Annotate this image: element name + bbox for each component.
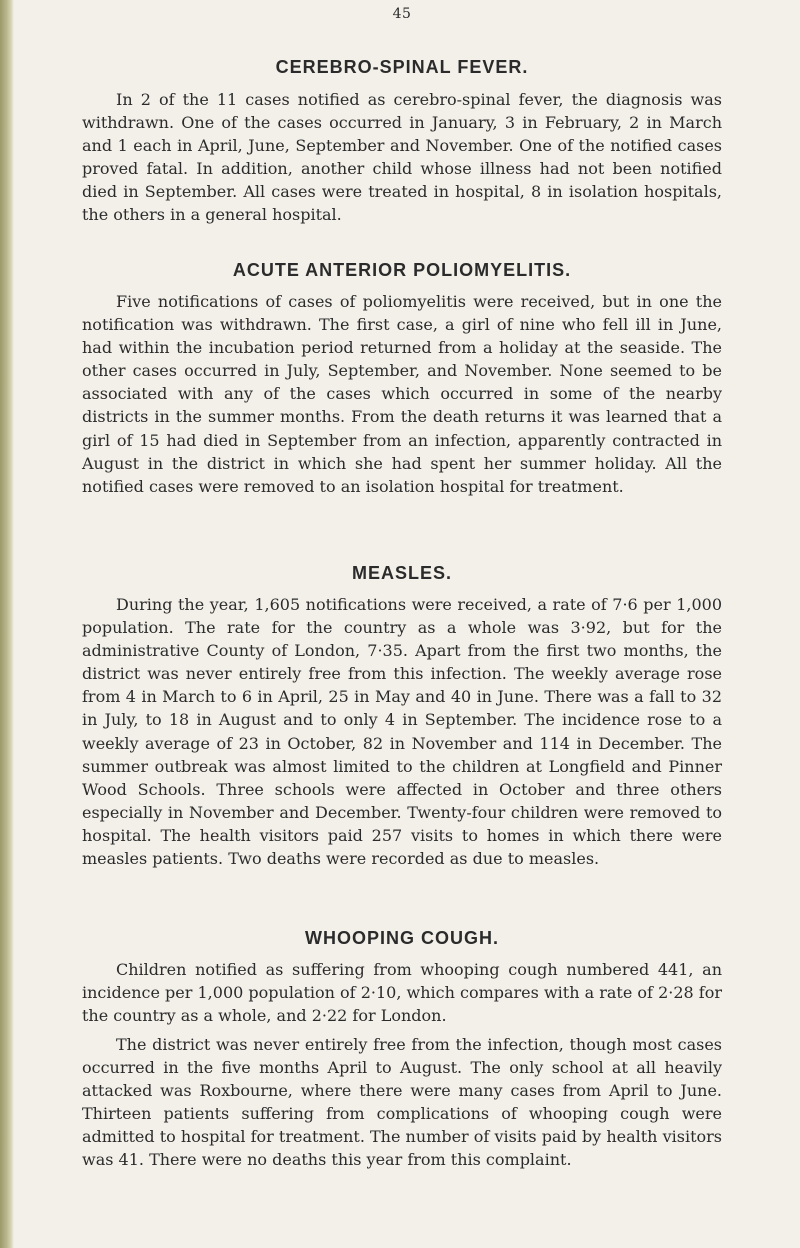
section-heading-cerebro-spinal-fever: CEREBRO-SPINAL FEVER. xyxy=(275,57,529,77)
section-heading-whooping-cough: WHOOPING COUGH. xyxy=(305,928,499,948)
paragraph-poliomyelitis: Five notifications of cases of poliomyelitis were received, but in one the notification was withdrawn. The first case, a girl of nine who fell ill in June, had within the incubation period returned from a holiday at the seaside. The other cases occurred in July, September, and November. None seemed to be associated with any of the cases which occurred in some of the nearby districts in the summer months. From the death returns it was learned that a girl of 15 had died in September from an infection, apparently contracted in August in the district in which she had spent her summer holiday. All the notified cases were removed to an isolation hospital for treatment. xyxy=(82,292,722,496)
page-number: 45 xyxy=(392,6,412,22)
page-binding-edge xyxy=(0,0,14,1248)
paragraph-whooping-cough-1: Children notified as suffering from whooping cough numbered 441, an incidence per 1,000 population of 2·10, which compares with a rate of 2·28 for the country as a whole, and 2·22 for London. xyxy=(82,960,722,1026)
paragraph-whooping-cough-2: The district was never entirely free from the infection, though most cases occurred in the five months April to August. The only school at all heavily attacked was Roxbourne, where there were many cases from April to June. Thirteen patients suffering from complications of whooping cough were admitted to hospital for treatment. The number of visits paid by health visitors was 41. There were no deaths this year from this complaint. xyxy=(82,1035,722,1170)
section-heading-measles: MEASLES. xyxy=(351,563,452,583)
paragraph-cerebro-spinal-fever: In 2 of the 11 cases notified as cerebro-spinal fever, the diagnosis was withdrawn. One of the cases occurred in January, 3 in February, 2 in March and 1 each in April, June, September and November. One of the notified cases proved fatal. In addition, another child whose illness had not been notified died in September. All cases were treated in hospital, 8 in isolation hospitals, the others in a general hospital. xyxy=(82,90,722,225)
paragraph-measles: During the year, 1,605 notifications were received, a rate of 7·6 per 1,000 population. The rate for the country as a whole was 3·92, but for the administrative County of London, 7·35. Apart from the first two months, the district was never entirely free from this infection. The weekly average rose from 4 in March to 6 in April, 25 in May and 40 in June. There was a fall to 32 in July, to 18 in August and to only 4 in September. The incidence rose to a weekly average of 23 in October, 82 in November and 114 in December. The summer outbreak was almost limited to the children at Longfield and Pinner Wood Schools. Three schools were affected in October and three others especially in November and December. Twenty-four children were removed to hospital. The health visitors paid 257 visits to homes in which there were measles patients. Two deaths were recorded as due to measles. xyxy=(82,595,722,869)
section-heading-acute-anterior-poliomyelitis: ACUTE ANTERIOR POLIOMYELITIS. xyxy=(232,260,572,280)
